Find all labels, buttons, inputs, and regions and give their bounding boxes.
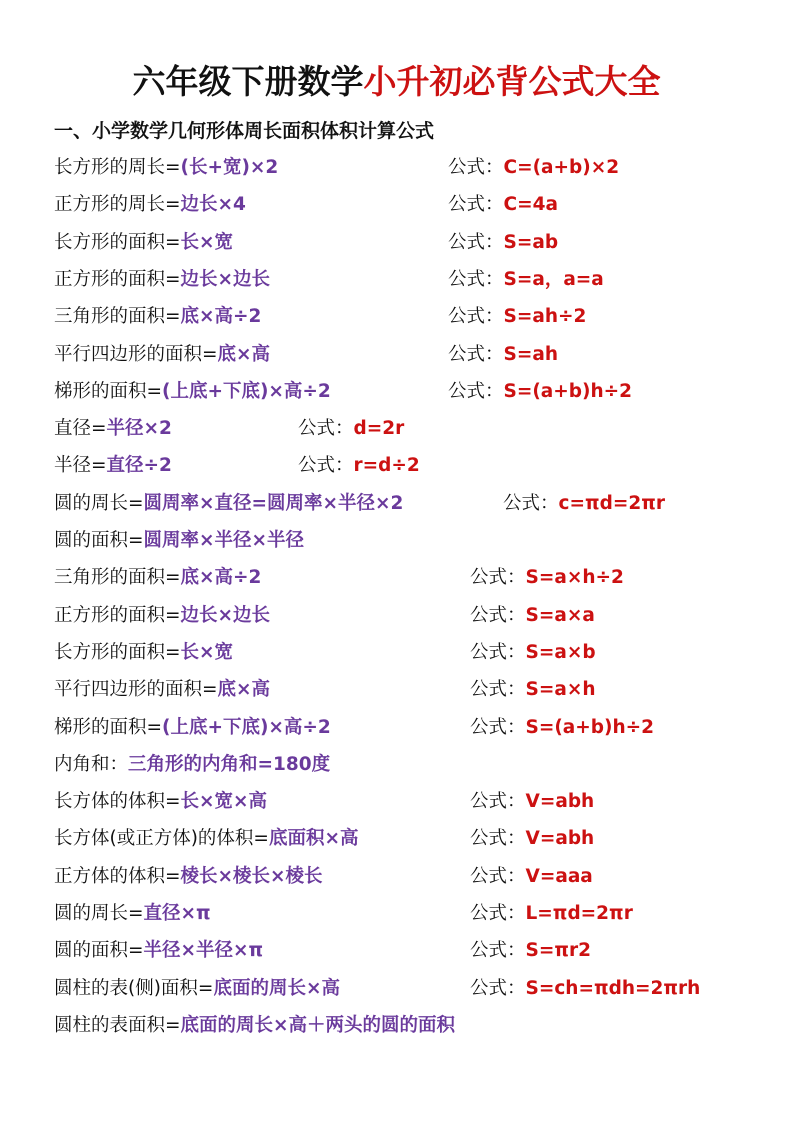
formula-value: V=aaa bbox=[525, 866, 593, 887]
formula-expression bbox=[448, 229, 558, 257]
row-value: 边长×边长 bbox=[180, 269, 271, 290]
row-value: (上底+下底)×高÷2 bbox=[162, 381, 331, 402]
row-label: 圆的周长= bbox=[54, 493, 144, 514]
row-label: 长方体的体积= bbox=[54, 791, 181, 812]
formula-row bbox=[54, 863, 323, 891]
row-value: 棱长×棱长×棱长 bbox=[180, 866, 323, 887]
formula-row bbox=[54, 825, 358, 853]
formula-expression bbox=[470, 639, 596, 667]
formula-expression bbox=[470, 602, 595, 630]
row-value: 底×高÷2 bbox=[180, 306, 262, 327]
formula-row bbox=[54, 229, 233, 257]
formula-row bbox=[54, 415, 172, 443]
formula-expression bbox=[470, 900, 633, 928]
formula-expression bbox=[470, 714, 654, 742]
formula-value: V=abh bbox=[525, 828, 595, 849]
formula-label: 公式： bbox=[448, 194, 504, 215]
formula-value: L=πd=2πr bbox=[525, 903, 633, 924]
formula-expression bbox=[448, 378, 632, 406]
row-label: 长方形的面积= bbox=[54, 232, 181, 253]
formula-row bbox=[54, 378, 331, 406]
formula-row bbox=[54, 564, 261, 592]
formula-label: 公式： bbox=[298, 455, 354, 476]
formula-expression bbox=[448, 303, 586, 331]
row-label: 正方体的体积= bbox=[54, 866, 181, 887]
row-label: 直径= bbox=[54, 418, 107, 439]
row-label: 梯形的面积= bbox=[54, 717, 163, 738]
formula-value: d=2r bbox=[353, 418, 405, 439]
row-value: 半径×半径×π bbox=[143, 940, 264, 961]
title-black: 六年级下册数学 bbox=[132, 62, 364, 101]
formula-label: 公式： bbox=[448, 306, 504, 327]
formula-value: S=ch=πdh=2πrh bbox=[525, 978, 701, 999]
row-label: 圆的周长= bbox=[54, 903, 144, 924]
row-value: (上底+下底)×高÷2 bbox=[162, 717, 331, 738]
formula-row bbox=[54, 937, 263, 965]
formula-row bbox=[54, 751, 330, 779]
formula-expression bbox=[470, 676, 596, 704]
formula-value: V=abh bbox=[525, 791, 595, 812]
row-label: 平行四边形的面积= bbox=[54, 679, 218, 700]
formula-row bbox=[54, 1012, 455, 1040]
formula-expression bbox=[470, 788, 594, 816]
row-label: 圆柱的表面积= bbox=[54, 1015, 181, 1036]
row-value: (长+宽)×2 bbox=[180, 157, 279, 178]
formula-value: S=a×h bbox=[525, 679, 596, 700]
formula-value: S=a×b bbox=[525, 642, 596, 663]
formula-value: S=a，a=a bbox=[503, 269, 604, 290]
row-label: 圆柱的表(侧)面积= bbox=[54, 978, 214, 999]
formula-label: 公式： bbox=[470, 978, 526, 999]
formula-label: 公式： bbox=[448, 157, 504, 178]
formula-label: 公式： bbox=[448, 344, 504, 365]
formula-row bbox=[54, 527, 304, 555]
formula-value: S=πr2 bbox=[525, 940, 591, 961]
row-label: 正方形的周长= bbox=[54, 194, 181, 215]
formula-value: S=ah bbox=[503, 344, 558, 365]
formula-expression bbox=[470, 863, 593, 891]
formula-label: 公式： bbox=[470, 791, 526, 812]
section-heading: 一、小学数学几何形体周长面积体积计算公式 bbox=[54, 120, 435, 142]
row-value: 直径×π bbox=[143, 903, 211, 924]
row-value: 底×高 bbox=[217, 344, 271, 365]
formula-label: 公式： bbox=[470, 903, 526, 924]
formula-label: 公式： bbox=[503, 493, 559, 514]
row-value: 底×高÷2 bbox=[180, 567, 262, 588]
formula-row bbox=[54, 788, 267, 816]
formula-label: 公式： bbox=[470, 828, 526, 849]
row-label: 平行四边形的面积= bbox=[54, 344, 218, 365]
row-label: 圆的面积= bbox=[54, 530, 144, 551]
row-value: 长×宽×高 bbox=[180, 791, 268, 812]
formula-value: S=ab bbox=[503, 232, 559, 253]
formula-expression bbox=[298, 452, 420, 480]
row-value: 边长×4 bbox=[180, 194, 246, 215]
formula-row bbox=[54, 191, 246, 219]
formula-label: 公式： bbox=[470, 605, 526, 626]
formula-row bbox=[54, 975, 340, 1003]
title-red: 小升初必背公式大全 bbox=[363, 62, 661, 101]
formula-value: c=πd=2πr bbox=[558, 493, 665, 514]
row-label: 梯形的面积= bbox=[54, 381, 163, 402]
formula-value: S=(a+b)h÷2 bbox=[525, 717, 655, 738]
formula-row bbox=[54, 676, 270, 704]
row-label: 圆的面积= bbox=[54, 940, 144, 961]
row-value: 边长×边长 bbox=[180, 605, 271, 626]
formula-expression bbox=[470, 975, 700, 1003]
formula-expression bbox=[448, 266, 604, 294]
row-label: 三角形的面积= bbox=[54, 567, 181, 588]
row-label: 长方形的面积= bbox=[54, 642, 181, 663]
row-label: 正方形的面积= bbox=[54, 269, 181, 290]
formula-row bbox=[54, 900, 211, 928]
formula-value: S=(a+b)h÷2 bbox=[503, 381, 633, 402]
formula-value: S=ah÷2 bbox=[503, 306, 587, 327]
formula-value: S=a×a bbox=[525, 605, 595, 626]
row-value: 底面积×高 bbox=[268, 828, 359, 849]
formula-label: 公式： bbox=[298, 418, 354, 439]
formula-label: 公式： bbox=[470, 866, 526, 887]
formula-row bbox=[54, 341, 270, 369]
row-value: 底面的周长×高 bbox=[213, 978, 340, 999]
formula-row bbox=[54, 303, 261, 331]
row-label: 长方体(或正方体)的体积= bbox=[54, 828, 269, 849]
formula-expression bbox=[448, 341, 558, 369]
formula-value: S=a×h÷2 bbox=[525, 567, 624, 588]
formula-expression bbox=[470, 937, 591, 965]
row-value: 三角形的内角和=180度 bbox=[128, 754, 331, 775]
formula-value: r=d÷2 bbox=[353, 455, 420, 476]
formula-row bbox=[54, 602, 270, 630]
formula-label: 公式： bbox=[448, 269, 504, 290]
row-label: 长方形的周长= bbox=[54, 157, 181, 178]
formula-label: 公式： bbox=[470, 642, 526, 663]
row-label: 半径= bbox=[54, 455, 107, 476]
formula-expression bbox=[503, 490, 665, 518]
row-value: 圆周率×半径×半径 bbox=[143, 530, 305, 551]
row-value: 底面的周长×高＋两头的圆的面积 bbox=[180, 1015, 456, 1036]
row-label: 三角形的面积= bbox=[54, 306, 181, 327]
row-value: 底×高 bbox=[217, 679, 271, 700]
formula-label: 公式： bbox=[448, 232, 504, 253]
row-value: 直径÷2 bbox=[106, 455, 172, 476]
formula-label: 公式： bbox=[470, 567, 526, 588]
formula-label: 公式： bbox=[470, 717, 526, 738]
formula-value: C=4a bbox=[503, 194, 558, 215]
formula-row bbox=[54, 154, 278, 182]
formula-expression bbox=[470, 564, 624, 592]
formula-label: 公式： bbox=[470, 940, 526, 961]
formula-label: 公式： bbox=[470, 679, 526, 700]
row-value: 长×宽 bbox=[180, 642, 234, 663]
row-value: 圆周率×直径=圆周率×半径×2 bbox=[143, 493, 404, 514]
formula-expression bbox=[448, 191, 558, 219]
row-value: 半径×2 bbox=[106, 418, 172, 439]
row-value: 长×宽 bbox=[180, 232, 234, 253]
page-title bbox=[0, 56, 793, 108]
row-label: 内角和： bbox=[54, 754, 129, 775]
row-label: 正方形的面积= bbox=[54, 605, 181, 626]
formula-expression bbox=[448, 154, 619, 182]
formula-value: C=(a+b)×2 bbox=[503, 157, 620, 178]
formula-row bbox=[54, 714, 331, 742]
formula-expression bbox=[298, 415, 404, 443]
formula-label: 公式： bbox=[448, 381, 504, 402]
formula-expression bbox=[470, 825, 594, 853]
formula-row bbox=[54, 639, 233, 667]
formula-row bbox=[54, 452, 172, 480]
formula-row bbox=[54, 266, 270, 294]
formula-row bbox=[54, 490, 403, 518]
